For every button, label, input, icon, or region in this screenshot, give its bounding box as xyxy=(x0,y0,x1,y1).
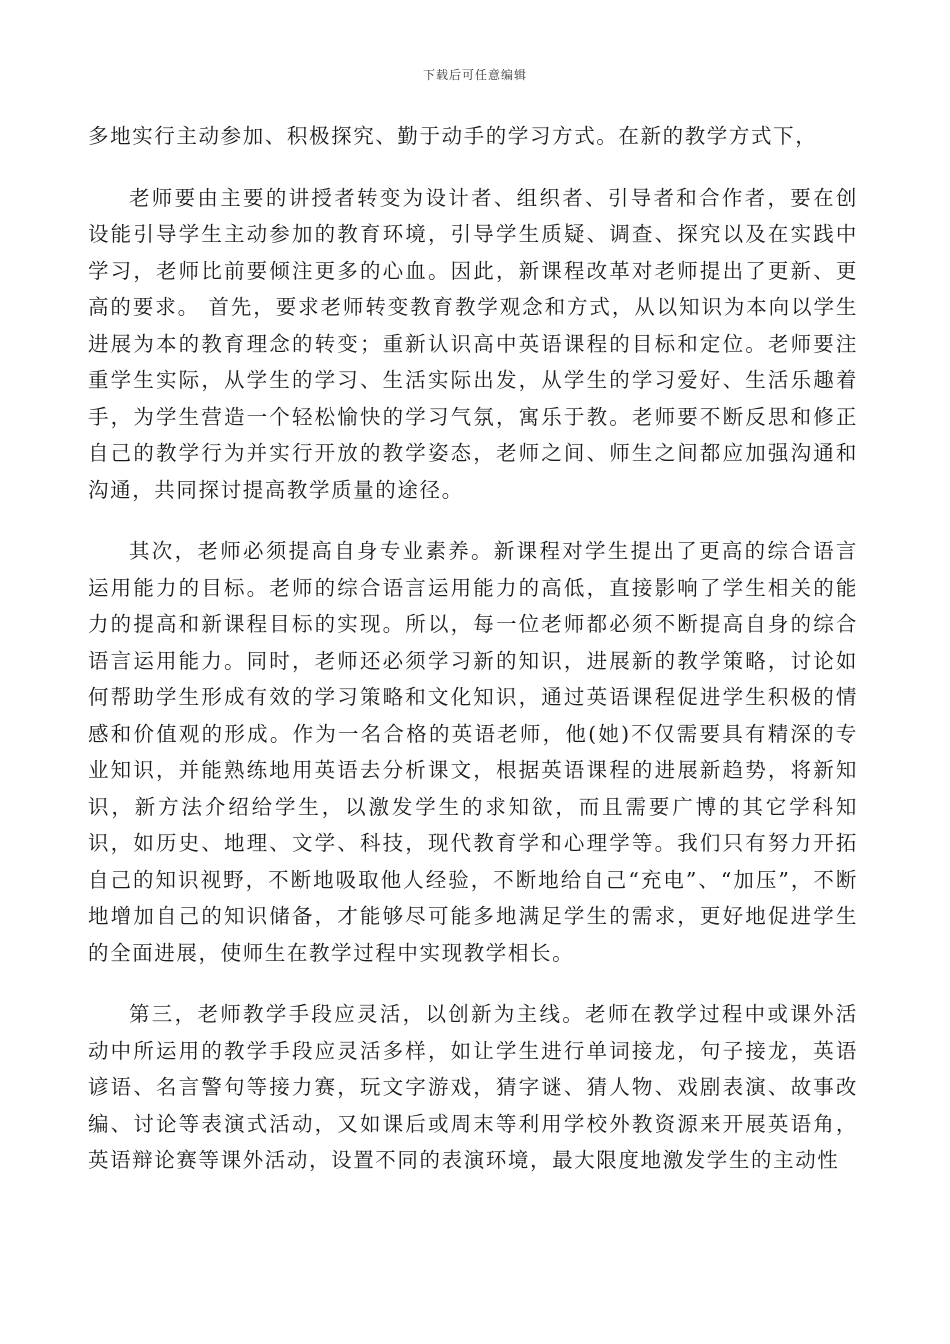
document-body xyxy=(88,118,858,1204)
paragraph-teacher-role: 老师要由主要的讲授者转变为设计者、组织者、引导者和合作者，要在创设能引导学生主动参加的教育环境，引导学生质疑、调查、探究以及在实践中学习，老师比前要倾注更多的心血。因此，新课程改革对老师提出了更新、更高的要求。 首先，要求老师转变教育教学观念和方式，从以知识为本向以学生进展为本的教育理念的转变；重新认识高中英语课程的目标和定位。老师要注重学生实际，从学生的学习、生活实际出发，从学生的学习爱好、生活乐趣着手，为学生营造一个轻松愉快的学习气氛，寓乐于教。老师要不断反思和修正自己的教学行为并实行开放的教学姿态，老师之间、师生之间都应加强沟通和沟通，共同探讨提高教学质量的途径。 xyxy=(88,185,858,502)
paragraph-professional-quality: 其次，老师必须提高自身专业素养。新课程对学生提出了更高的综合语言运用能力的目标。老师的综合语言运用能力的高低，直接影响了学生相关的能力的提高和新课程目标的实现。所以，每一位老师都必须不断提高自身的综合语言运用能力。同时，老师还必须学习新的知识，进展新的教学策略，讨论如何帮助学生形成有效的学习策略和文化知识，通过英语课程促进学生积极的情感和价值观的形成。作为一名合格的英语老师，他(她)不仅需要具有精深的专业知识，并能熟练地用英语去分析课文，根据英语课程的进展新趋势，将新知识，新方法介绍给学生，以激发学生的求知欲，而且需要广博的其它学科知识，如历史、地理、文学、科技，现代教育学和心理学等。我们只有努力开拓自己的知识视野，不断地吸取他人经验，不断地给自己“充电”、“加压”，不断地增加自己的知识储备，才能够尽可能多地满足学生的需求，更好地促进学生的全面进展，使师生在教学过程中实现教学相长。 xyxy=(88,539,858,965)
page-header: 下载后可任意编辑 xyxy=(422,68,527,82)
paragraph-continuation: 多地实行主动参加、积极探究、勤于动手的学习方式。在新的教学方式下， xyxy=(88,124,818,148)
paragraph-teaching-methods: 第三，老师教学手段应灵活，以创新为主线。老师在教学过程中或课外活动中所运用的教学手段应灵活多样，如让学生进行单词接龙，句子接龙，英语谚语、名言警句等接力赛，玩文字游戏，猜字谜、猜人物、戏剧表演、故事改编、讨论等表演式活动，又如课后或周末等利用学校外教资源来开展英语角，英语辩论赛等课外活动，设置不同的表演环境，最大限度地激发学生的主动性 xyxy=(88,1002,858,1172)
